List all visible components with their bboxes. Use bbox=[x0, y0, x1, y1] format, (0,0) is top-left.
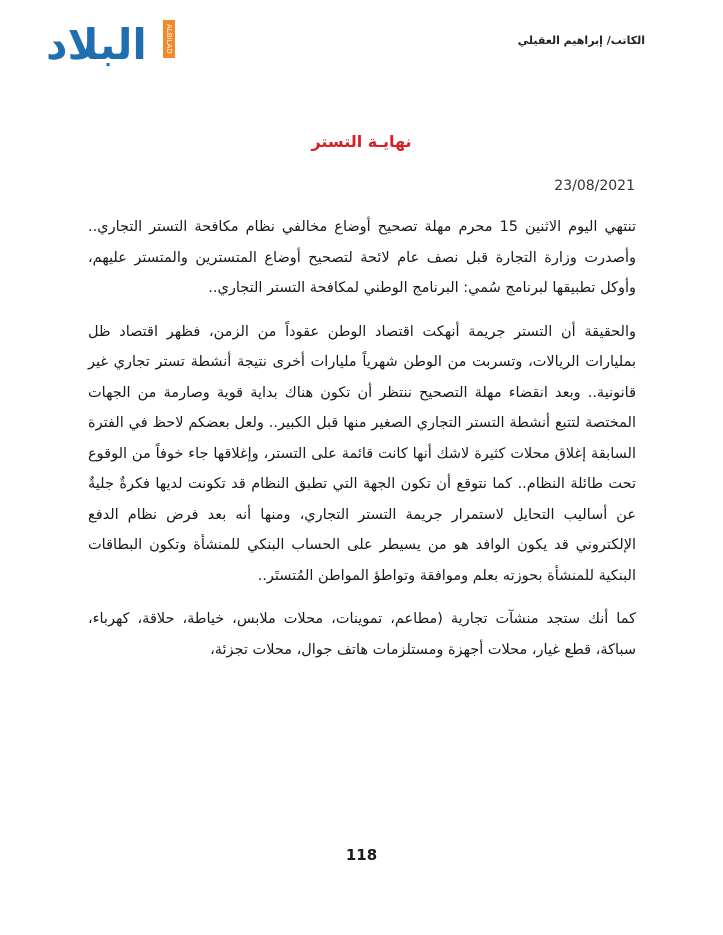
author-line: الكاتب/ إبراهيم العقيلي bbox=[517, 34, 645, 47]
paragraph: تنتهي اليوم الاثنين 15 محرم مهلة تصحيح أوضاع مخالفي نظام مكافحة التستر التجاري.. وأصدرت وزارة التجارة قبل نصف عام لائحة لتصحيح أوضاع المتسترين والمتستر عليهم، وأوكل تطبيقها لبرنامج سُمي: البرنامج الوطني لمكافحة التستر التجاري.. bbox=[88, 219, 636, 296]
article-title: نهايـة التستر bbox=[311, 132, 412, 151]
logo-tv-bar: ALBILAD TV bbox=[163, 20, 175, 58]
article-date: 23/08/2021 bbox=[554, 178, 635, 194]
page-number: 118 bbox=[345, 846, 378, 864]
paragraph: والحقيقة أن التستر جريمة أنهكت اقتصاد الوطن عقوداً من الزمن، فظهر اقتصاد ظل بمليارات الريالات، وتسربت من الوطن شهرياً مليارات أخرى نتيجة أنشطة تستر تجاري غير قانونية.. وبعد انقضاء مهلة التصحيح ننتظر أن تكون هناك بداية قوية وصارمة من الجهات المختصة لتتبع أنشطة التستر التجاري الصغير منها قبل الكبير.. ولعل بعضكم لاحظ في الفترة السابقة إغلاق محلات كثيرة لاشك أنها كانت قائمة على التستر، وإغلاقها جاء خوفاً من الوقوع تحت طائلة النظام.. كما نتوقع أن تكون الجهة التي تطبق النظام قد تكونت لديها فكرةٌ جليةٌ عن أساليب التحايل لاستمرار جريمة التستر التجاري، ومنها أنه بعد فرض نظام الدفع الإلكتروني قد يكون الوافد هو من يسيطر على الحساب البنكي للمنشأة وتكون البطاقات البنكية للمنشأة بحوزته بعلم وموافقة وتواطؤ المواطن المُتستَر.. bbox=[88, 323, 636, 584]
albilad-logo bbox=[46, 14, 178, 69]
logo-wordmark: البلاد bbox=[46, 20, 147, 69]
paragraph: كما أنك ستجد منشآت تجارية (مطاعم، تموينات، محلات ملابس، خياطة، حلاقة، كهرباء، سباكة، قطع غيار، محلات أجهزة ومستلزمات هاتف جوال، محلات تجزئة، bbox=[88, 611, 636, 658]
article-body bbox=[88, 212, 636, 678]
